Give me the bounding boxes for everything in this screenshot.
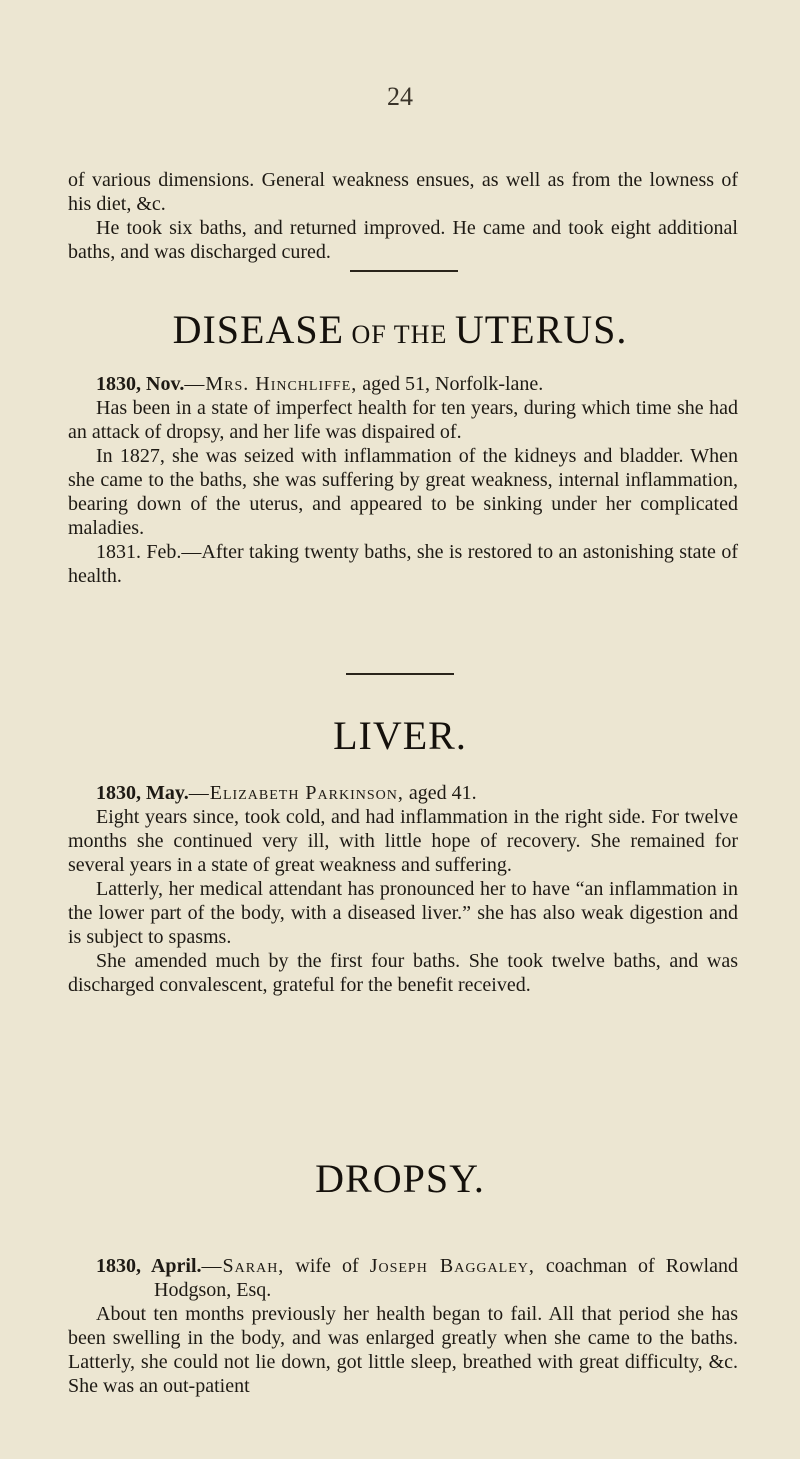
dropsy-patient-name: —Sarah,: [201, 1255, 285, 1277]
liver-paragraph-2: Latterly, her medical attendant has pronounced her to have “an inflammation in the lower part of the body, with a diseased liver.” she has also weak digestion and is subject to spasms.: [68, 878, 738, 948]
liver-entry-date: 1830, May.: [96, 782, 189, 804]
section-divider: [350, 270, 458, 272]
dropsy-patient-husband: Joseph Baggaley,: [369, 1255, 535, 1277]
intro-text: [68, 168, 738, 264]
page-number: 24: [387, 82, 413, 111]
uterus-patient-details: aged 51, Norfolk-lane.: [357, 373, 544, 395]
liver-entry-header: [68, 781, 738, 805]
intro-paragraph-2: He took six baths, and returned improved. He came and took eight additional baths, and was discharged cured.: [68, 217, 738, 263]
heading-uterus-part1: DISEASE: [172, 307, 345, 352]
section-divider: [346, 673, 454, 675]
heading-dropsy: DROPSY.: [315, 1156, 485, 1201]
uterus-patient-name: —Mrs. Hinchliffe,: [184, 373, 358, 395]
uterus-entry-header: [68, 372, 738, 396]
heading-uterus: [0, 306, 800, 353]
dropsy-entry: [68, 1254, 738, 1398]
heading-uterus-part2: OF THE: [344, 320, 455, 349]
dropsy-entry-date: 1830, April.: [96, 1255, 202, 1277]
uterus-paragraph-3: 1831. Feb.—After taking twenty baths, she is restored to an astonishing state of health.: [68, 541, 738, 587]
liver-paragraph-3: She amended much by the first four baths. She took twelve baths, and was discharged convalescent, grateful for the benefit received.: [68, 950, 738, 996]
uterus-paragraph-1: Has been in a state of imperfect health for ten years, during which time she had an attack of dropsy, and her life was dispaired of.: [68, 397, 738, 443]
heading-liver: LIVER.: [333, 713, 467, 758]
liver-patient-name: —Elizabeth Parkinson,: [188, 782, 404, 804]
uterus-entry-date: 1830, Nov.: [96, 373, 185, 395]
liver-paragraph-1: Eight years since, took cold, and had inflammation in the right side. For twelve months she continued very ill, with little hope of recovery. She remained for several years in a state of great weakness and suffering.: [68, 806, 738, 876]
liver-patient-details: aged 41.: [403, 782, 477, 804]
heading-uterus-part3: UTERUS.: [454, 307, 628, 352]
uterus-entry: [68, 372, 738, 588]
dropsy-entry-header: [68, 1254, 738, 1302]
dropsy-text-mid: wife of: [284, 1255, 370, 1277]
intro-paragraph-1: of various dimensions. General weakness ensues, as well as from the lowness of his diet, &c.: [68, 169, 738, 215]
uterus-paragraph-2: In 1827, she was seized with inflammation of the kidneys and bladder. When she came to the baths, she was suffering by great weakness, internal inflammation, bearing down of the uterus, and appeared to be sinking under her complicated maladies.: [68, 445, 738, 539]
liver-entry: [68, 781, 738, 997]
dropsy-paragraph-1: About ten months previously her health began to fail. All that period she has been swelling in the body, and was enlarged greatly when she came to the baths. Latterly, she could not lie down, got little sleep, breathed with great difficulty, &c. She was an out-patient: [68, 1303, 738, 1397]
dropsy-patient-details: coachman of Rowland Hodgson, Esq.: [154, 1255, 738, 1301]
